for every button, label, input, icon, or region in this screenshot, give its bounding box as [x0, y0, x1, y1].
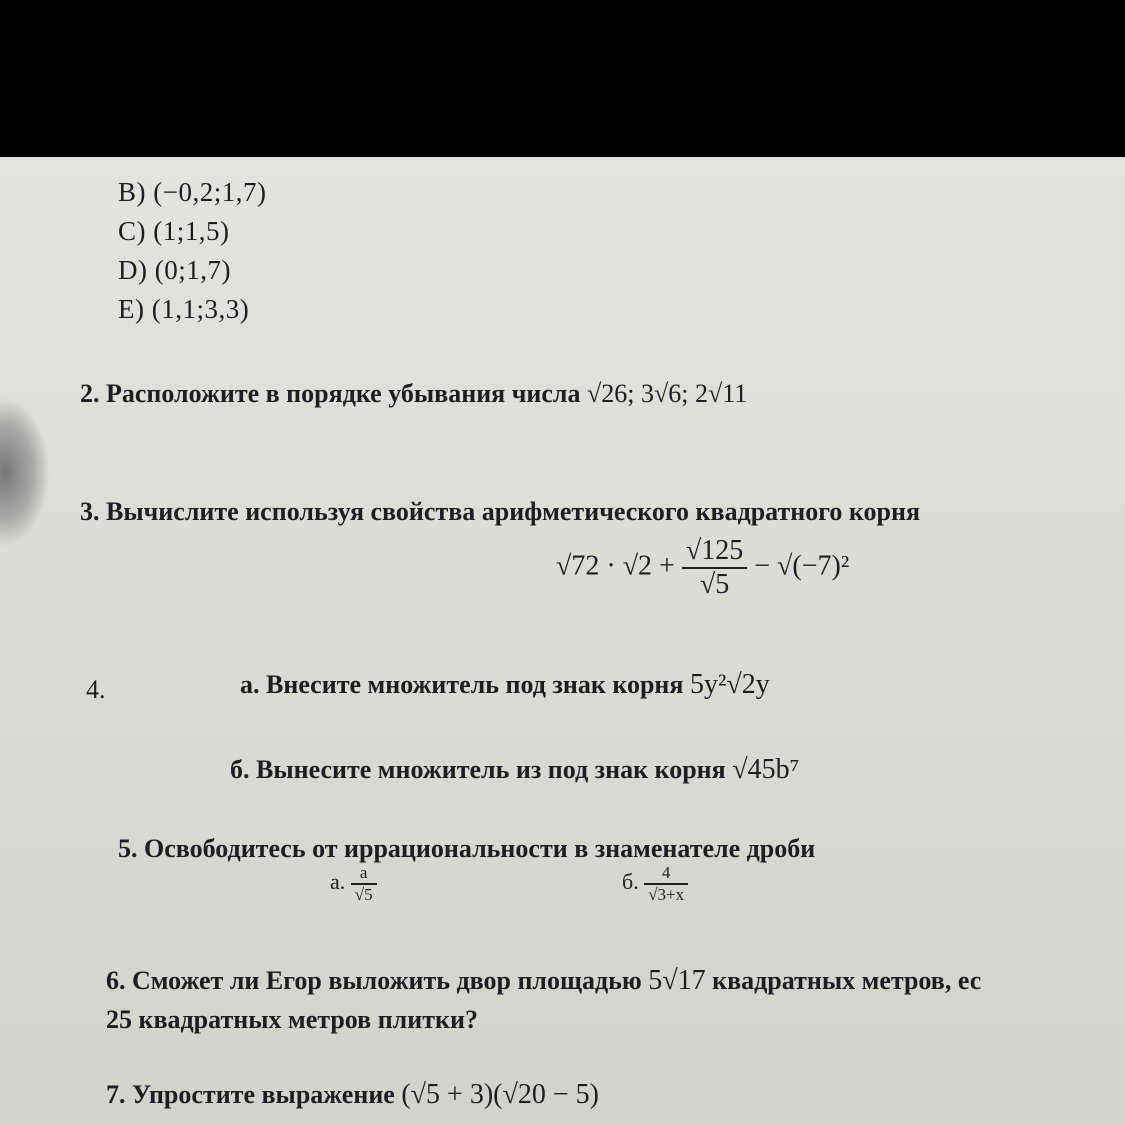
expr-part-b: − √(−7)² — [754, 550, 850, 582]
question-2 — [80, 379, 747, 409]
question-5a — [330, 863, 377, 905]
question-5b — [622, 863, 688, 905]
page-shadow — [0, 397, 50, 547]
question-5b-fraction — [644, 863, 688, 905]
question-6-line-1 — [106, 965, 981, 997]
question-6-text: 6. Сможет ли Егор выложить двор площадью — [106, 966, 642, 995]
question-5b-den: √3+x — [648, 885, 685, 904]
question-4-number: 4. — [86, 675, 106, 704]
question-5a-den: √5 — [354, 885, 373, 904]
question-4b-expr: √45b⁷ — [732, 754, 800, 785]
question-5-text: 5. Освободитесь от иррациональности в знаменателе дроби — [118, 834, 816, 863]
question-6-expr: 5√17 — [648, 965, 706, 996]
question-4a — [240, 669, 770, 701]
question-3-text: 3. Вычислите используя свойства арифметического квадратного корня — [80, 497, 921, 526]
question-3-expression — [556, 535, 849, 601]
question-5b-label: б. — [622, 869, 639, 895]
question-6-text-end: квадратных метров, ес — [712, 966, 982, 995]
fraction-denominator: √5 — [699, 569, 730, 600]
expr-part-a: √72 · √2 + — [556, 550, 675, 582]
question-2-numbers: √26; 3√6; 2√11 — [587, 379, 748, 408]
question-4b-text: б. Вынесите множитель из под знак корня — [230, 755, 726, 784]
question-6-line-2: 25 квадратных метров плитки? — [106, 1005, 478, 1034]
expr-fraction — [682, 535, 747, 601]
option-e: E) (1,1;3,3) — [118, 294, 250, 324]
question-5a-label: а. — [330, 869, 346, 895]
worksheet-page — [0, 157, 1125, 1125]
option-c: C) (1;1,5) — [118, 216, 230, 246]
option-b: B) (−0,2;1,7) — [118, 177, 267, 207]
question-5a-fraction — [351, 863, 377, 905]
question-7-expr: (√5 + 3)(√20 − 5) — [401, 1079, 599, 1110]
question-4b — [230, 754, 799, 786]
question-7 — [106, 1079, 599, 1111]
question-5a-num: a — [351, 863, 377, 885]
question-5b-num: 4 — [644, 863, 688, 885]
question-2-text: 2. Расположите в порядке убывания числа — [80, 379, 581, 408]
question-4a-text: а. Внесите множитель под знак корня — [240, 670, 684, 699]
question-4a-expr: 5y²√2y — [689, 669, 770, 700]
fraction-numerator: √125 — [682, 535, 747, 569]
option-d: D) (0;1,7) — [118, 255, 231, 285]
question-7-text: 7. Упростите выражение — [106, 1080, 395, 1109]
